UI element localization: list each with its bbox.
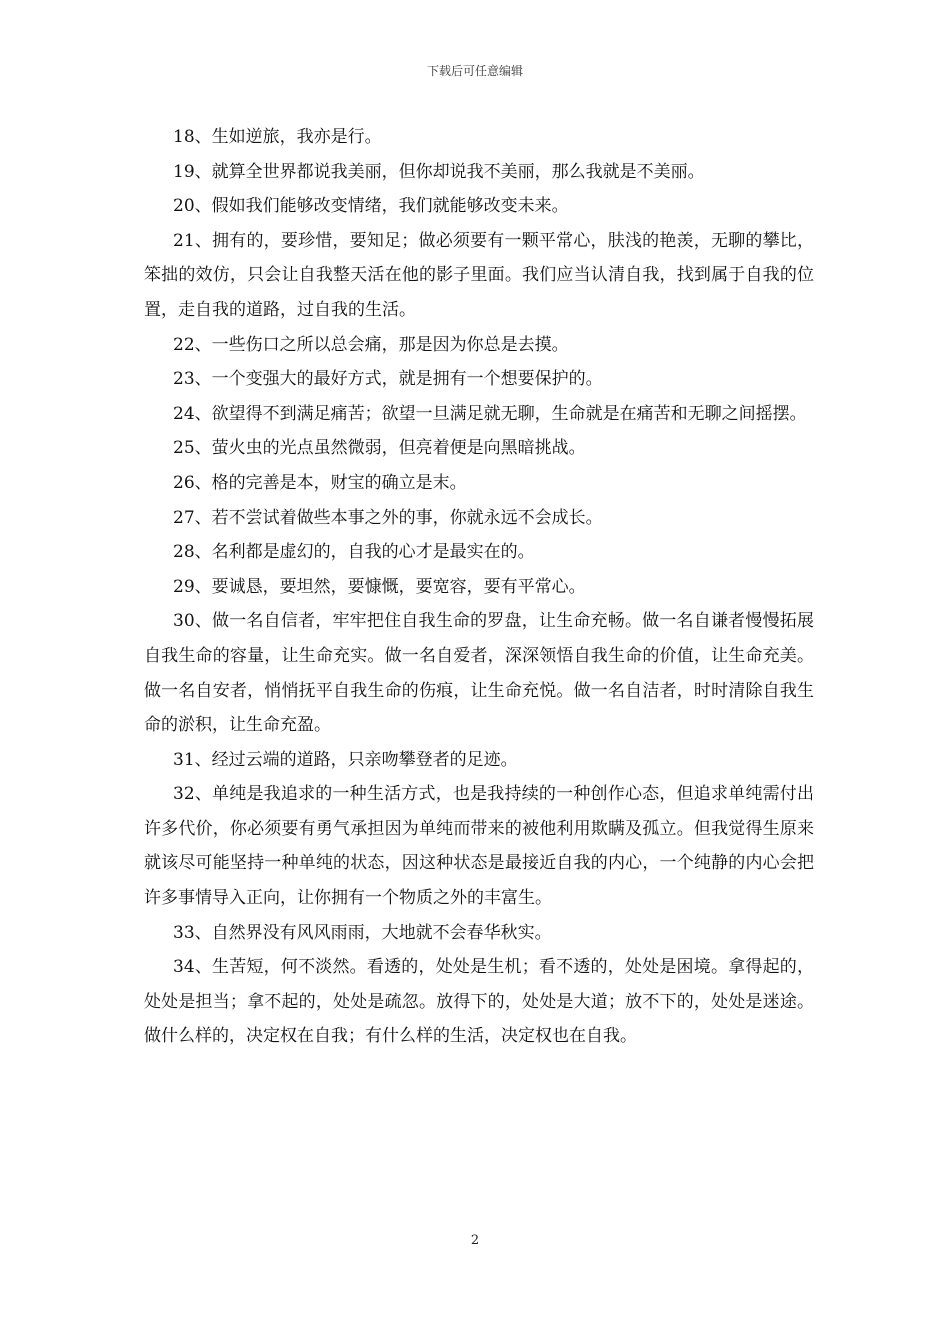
paragraph-18: 18、生如逆旅，我亦是行。 — [173, 127, 382, 147]
document-body — [144, 120, 814, 1054]
paragraph-19: 19、就算全世界都说我美丽，但你却说我不美丽，那么我就是不美丽。 — [173, 161, 705, 182]
paragraph-21: 21、拥有的，要珍惜，要知足；做必须要有一颗平常心，肤浅的艳羡，无聊的攀比，笨拙的效仿，只会让自我整天活在他的影子里面。我们应当认清自我，找到属于自我的位置，走自我的道路，过自我的生活。 — [144, 230, 814, 320]
paragraph-27: 27、若不尝试着做些本事之外的事，你就永远不会成长。 — [173, 507, 603, 528]
paragraph-29: 29、要诚恳，要坦然，要慷慨，要宽容，要有平常心。 — [173, 576, 586, 597]
paragraph-31: 31、经过云端的道路，只亲吻攀登者的足迹。 — [173, 749, 518, 770]
paragraph-22: 22、一些伤口之所以总会痛，那是因为你总是去摸。 — [173, 334, 569, 355]
paragraph-33: 33、自然界没有风风雨雨，大地就不会春华秋实。 — [173, 922, 552, 943]
paragraph-34: 34、生苦短，何不淡然。看透的，处处是生机；看不透的，处处是困境。拿得起的，处处是担当；拿不起的，处处是疏忽。放得下的，处处是大道；放不下的，处处是迷途。做什么样的，决定权在自我；有什么样的生活，决定权也在自我。 — [144, 957, 814, 1047]
paragraph-25: 25、萤火虫的光点虽然微弱，但亮着便是向黑暗挑战。 — [173, 438, 586, 459]
paragraph-20: 20、假如我们能够改变情绪，我们就能够改变未来。 — [173, 196, 569, 217]
paragraph-28: 28、名利都是虚幻的，自我的心才是最实在的。 — [173, 542, 535, 563]
paragraph-30: 30、做一名自信者，牢牢把住自我生命的罗盘，让生命充畅。做一名自谦者慢慢拓展自我生命的容量，让生命充实。做一名自爱者，深深领悟自我生命的价值，让生命充美。做一名自安者，悄悄抚平自我生命的伤痕，让生命充悦。做一名自洁者，时时清除自我生命的淤积，让生命充盈。 — [144, 611, 814, 736]
paragraph-32: 32、单纯是我追求的一种生活方式，也是我持续的一种创作心态，但追求单纯需付出许多代价，你必须要有勇气承担因为单纯而带来的被他利用欺瞒及孤立。但我觉得生原来就该尽可能坚持一种单纯的状态，因这种状态是最接近自我的内心，一个纯静的内心会把许多事情导入正向，让你拥有一个物质之外的丰富生。 — [144, 784, 814, 909]
paragraph-26: 26、格的完善是本，财宝的确立是末。 — [173, 472, 467, 493]
paragraph-24: 24、欲望得不到满足痛苦；欲望一旦满足就无聊，生命就是在痛苦和无聊之间摇摆。 — [173, 403, 807, 424]
page-header: 下载后可任意编辑 — [426, 64, 523, 78]
page-number: 2 — [470, 1233, 480, 1248]
paragraph-23: 23、一个变强大的最好方式，就是拥有一个想要保护的。 — [173, 369, 603, 390]
